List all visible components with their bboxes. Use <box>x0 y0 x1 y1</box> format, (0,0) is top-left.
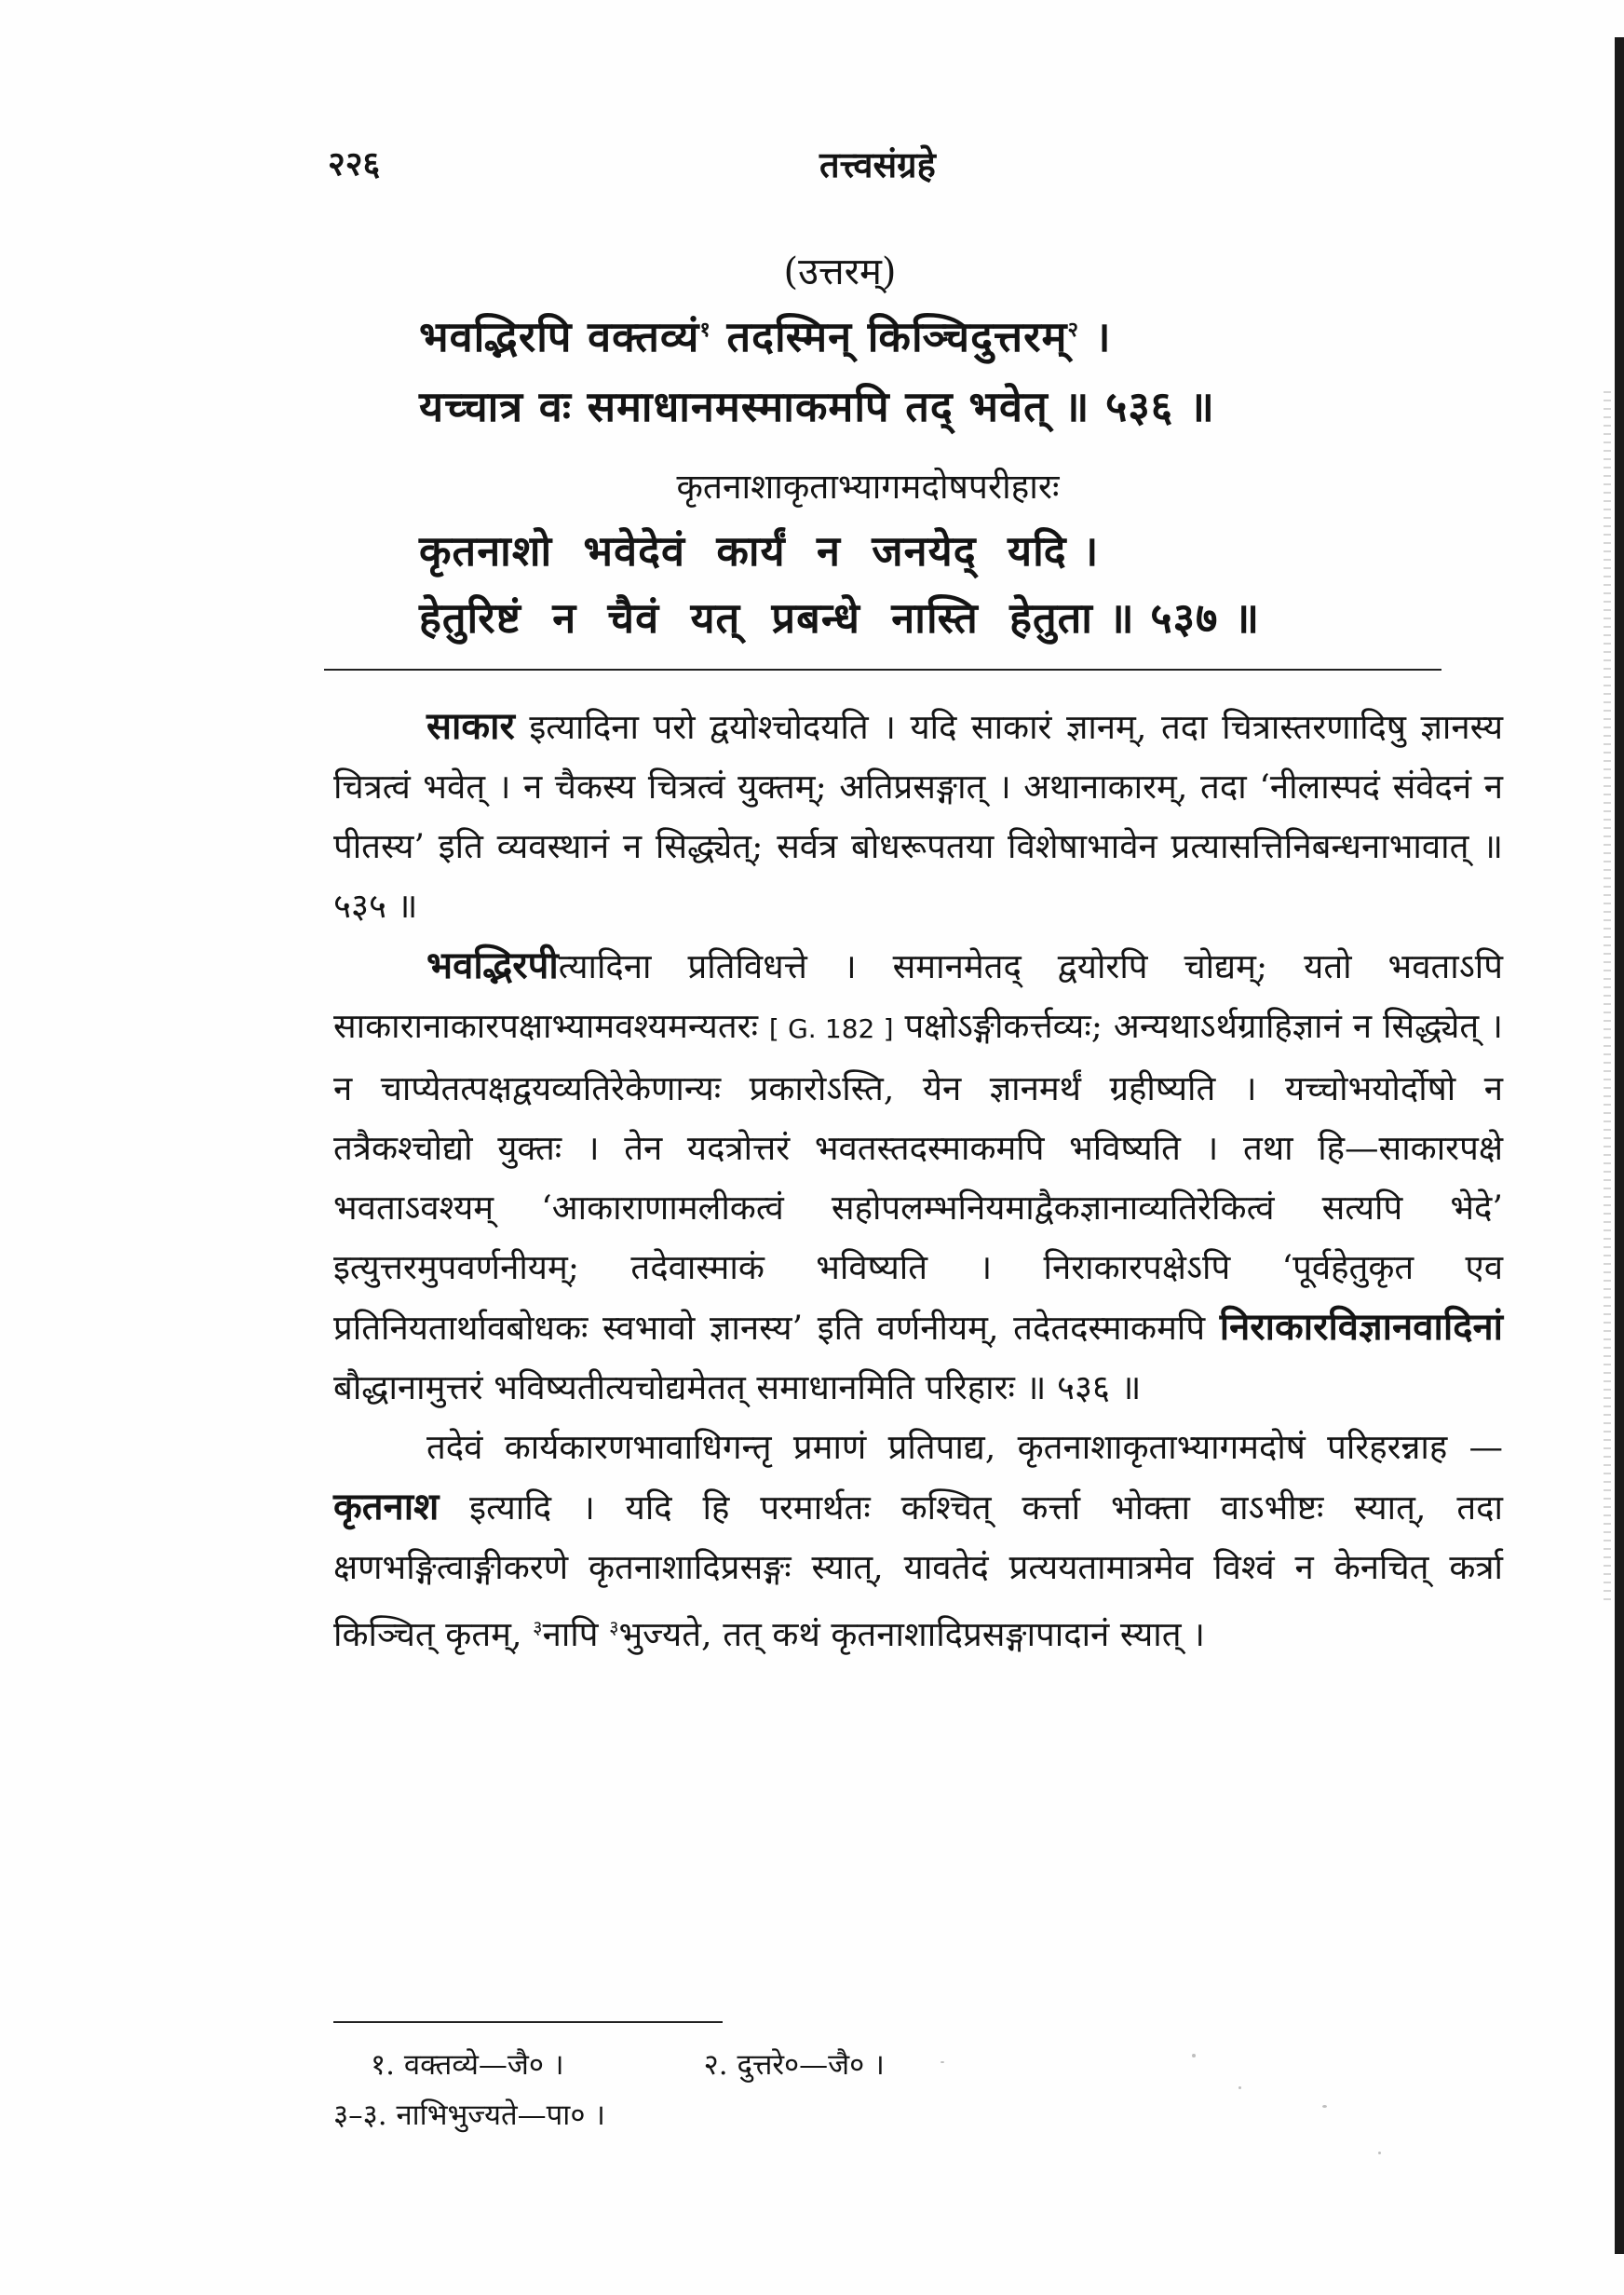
paragraph-text: त्यादिना प्रतिविधत्ते । समानमेतद् द्वयोरपि चोद्यम्; यतो भवताऽपि साकारानाकारपक्षाभ्यामवश्यमन्यतरः <box>333 946 1503 1046</box>
footnote-row <box>371 2040 885 2090</box>
scan-speck <box>1238 2086 1241 2089</box>
paragraph-text: भुज्यते, तत् कथं कृतनाशादिप्रसङ्गापादानं स्यात् । <box>618 1614 1205 1655</box>
scan-speck <box>941 2061 944 2063</box>
verse-text: तदस्मिन् किञ्चिदुत्तरम् <box>710 312 1068 361</box>
lemma: भवद्भिरपी <box>426 944 559 987</box>
paragraph-text: बौद्धानामुत्तरं भविष्यतीत्यचोद्यमेतत् समाधानमिति परिहारः ॥ ५३६ ॥ <box>333 1367 1142 1407</box>
footnote-2: २. दुत्तरे०—जै० । <box>703 2048 885 2082</box>
lemma: कृतनाश <box>333 1485 440 1528</box>
footnote-1: १. वक्तव्ये—जै० । <box>371 2048 564 2082</box>
verse-536-line-2: यच्चात्र वः समाधानमस्माकमपि तद् भवेत् ॥ ५३६ ॥ <box>419 382 1215 431</box>
verse-text: भवद्भिरपि वक्तव्यं <box>419 312 700 361</box>
subheading: कृतनाशाकृताभ्यागमदोषपरीहारः <box>676 467 1060 507</box>
paragraph-text: नापि <box>542 1614 610 1655</box>
paragraph-text: तदेवं कार्यकारणभावाधिगन्तृ प्रमाणं प्रतिपाद्य, कृतनाशाकृताभ्यागमदोषं परिहरन्नाह — <box>426 1427 1503 1467</box>
footnote-marker: २ <box>1067 318 1079 342</box>
commentary <box>333 697 1503 1664</box>
lemma: साकार <box>426 704 515 748</box>
verse-536-line-1 <box>419 307 1112 364</box>
footnotes <box>333 2040 885 2140</box>
commentary-paragraph-3 <box>333 1418 1503 1664</box>
verse-divider <box>324 669 1441 671</box>
page-binding-edge <box>1615 37 1624 2254</box>
verse-text: । <box>1078 312 1112 361</box>
footnote-3: ३–३. नाभिभुज्यते—पा० । <box>333 2098 606 2132</box>
verse-537-line-2: हेतुरिष्टं न चैवं यत् प्रबन्धे नास्ति हेतुता ॥ ५३७ ॥ <box>419 593 1261 643</box>
emphasis: निराकारविज्ञानवादिनां <box>1219 1305 1503 1349</box>
footnote-divider <box>333 2021 723 2023</box>
footnote-marker: ३ <box>533 1616 543 1638</box>
commentary-paragraph-2 <box>333 936 1503 1418</box>
page-reference: [ G. 182 ] <box>768 1013 894 1044</box>
running-title: तत्त्वसंग्रहे <box>819 143 936 185</box>
footnote-marker: ३ <box>609 1616 619 1638</box>
scan-noise <box>1604 391 1611 1602</box>
scan-speck <box>1378 2152 1381 2154</box>
scan-speck <box>1322 2105 1327 2108</box>
page-number: २२६ <box>328 144 381 183</box>
footnote-marker: १ <box>699 318 711 342</box>
section-heading: (उत्तरम्) <box>783 251 897 293</box>
verse-537-line-1: कृतनाशो भवेदेवं कार्यं न जनयेद् यदि । <box>419 526 1100 576</box>
paragraph-text: पक्षोऽङ्गीकर्त्तव्यः; अन्यथाऽर्थग्राहिज्ञानं न सिद्ध्येत् । न चाप्येतत्पक्षद्वयव्यतिरेकेणान्यः प्रकारोऽस्ति, येन ज्ञानमर्थं ग्रहीष्यति । यच्चोभयोर्दोषो न तत्रैकश्चोद्यो युक्तः । तेन यदत्रोत्तरं भवतस्तदस्माकमपि भविष्यति । तथा हि—साकारपक्षे भवताऽवश्यम् ‘आकाराणामलीकत्वं सहोपलम्भनियमाद्वैकज्ञानाव्यतिरेकित्वं सत्यपि भेदे’ इत्युत्तरमुपवर्णनीयम्; तदेवास्माकं भविष्यति । निराकारपक्षेऽपि ‘पूर्वहेतुकृत एव प्रतिनियतार्थावबोधकः स्वभावो ज्ञानस्य’ इति वर्णनीयम्, तदेतदस्माकमपि <box>333 1006 1504 1348</box>
scan-speck <box>1192 2054 1196 2057</box>
footnote-row <box>333 2090 885 2140</box>
commentary-paragraph-1 <box>333 697 1503 936</box>
paragraph-text: इत्यादिना परो द्वयोश्चोदयति । यदि साकारं ज्ञानम्, तदा चित्रास्तरणादिषु ज्ञानस्य चित्रत्वं भवेत् । न चैकस्य चित्रत्वं युक्तम्; अतिप्रसङ्गात् । अथानाकारम्, तदा ‘नीलास्पदं संवेदनं न पीतस्य’ इति व्यवस्थानं न सिद्ध्येत्; सर्वत्र बोधरूपतया विशेषाभावेन प्रत्यासत्तिनिबन्धनाभावात् ॥ ५३५ ॥ <box>333 707 1503 926</box>
paragraph-text: इत्यादि । यदि हि परमार्थतः कश्चित् कर्त्ता भोक्ता वाऽभीष्टः स्यात्, तदा क्षणभङ्गित्वाङ्गीकरणे कृतनाशादिप्रसङ्गः स्यात्, यावतेदं प्रत्ययतामात्रमेव विश्वं न केनचित् कर्त्रा किञ्चित् कृतम्, <box>333 1487 1503 1655</box>
